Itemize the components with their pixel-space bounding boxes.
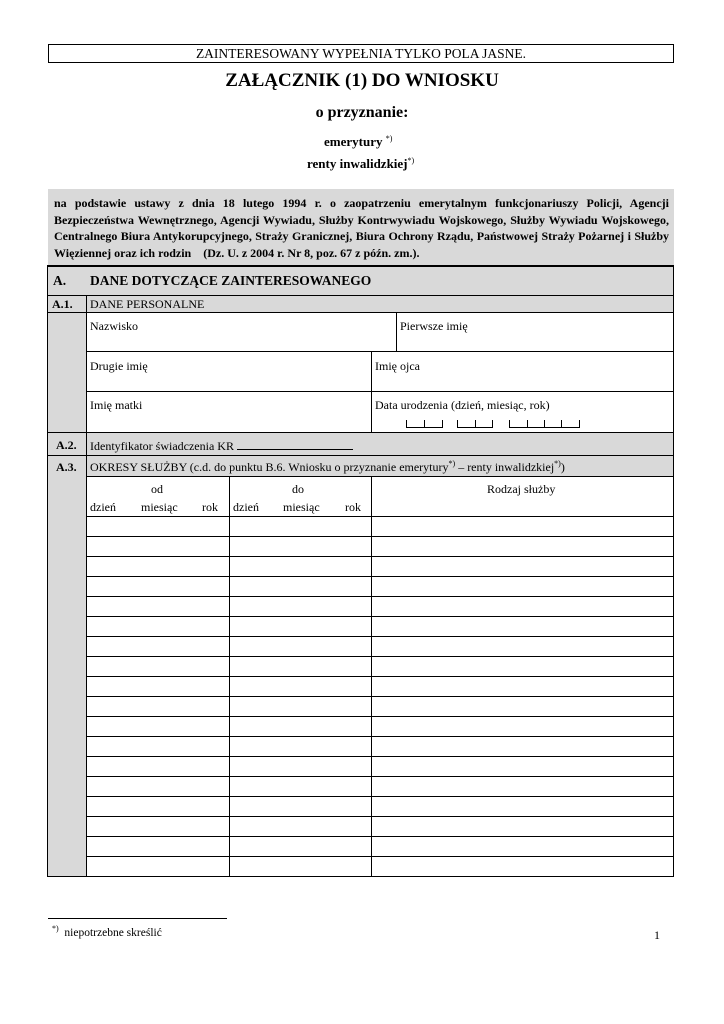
fill-instruction-notice: ZAINTERESOWANY WYPEŁNIA TYLKO POLA JASNE. xyxy=(48,44,674,63)
table-row[interactable] xyxy=(87,617,673,636)
birth-day-boxes[interactable] xyxy=(406,420,443,428)
table-row[interactable] xyxy=(87,577,673,596)
table-row[interactable] xyxy=(87,717,673,736)
page-number: 1 xyxy=(654,928,660,942)
benefit-identifier-label: Identyfikator świadczenia KR xyxy=(90,438,353,453)
table-row[interactable] xyxy=(87,597,673,616)
divider xyxy=(47,295,674,296)
page-subtitle: o przyznanie: xyxy=(315,104,409,121)
option-disability-pension[interactable]: renty inwalidzkiej*) xyxy=(307,156,415,171)
table-row[interactable] xyxy=(87,657,673,676)
section-a-title: DANE DOTYCZĄCE ZAINTERESOWANEGO xyxy=(90,273,372,288)
legal-basis-block: na podstawie ustawy z dnia 18 lutego 1994 r. o zaopatrzeniu emerytalnym funkcjonariuszy Policji, Agencji Bezpieczeństwa Wewnętrznego, Agencji Wywiadu, Służby Kontrwywiadu Wojskowego, Służby Wywiadu Wojskowego, Centralnego Biura Antykorupcyjnego, Straży Granicznej, Biura Ochrony Rządu, Państwowej Straży Pożarnej i Służby Więziennej oraz ich rodzin (Dz. U. z 2004 r. Nr 8, poz. 67 z późn. zm.). xyxy=(48,189,674,265)
table-row[interactable] xyxy=(87,757,673,776)
benefit-identifier-input[interactable] xyxy=(237,438,353,450)
father-name-label: Imię ojca xyxy=(375,359,420,373)
footnote: *) niepotrzebne skreślić xyxy=(52,924,162,939)
table-row[interactable] xyxy=(87,837,673,856)
first-name-label: Pierwsze imię xyxy=(400,319,468,333)
table-row[interactable] xyxy=(87,517,673,536)
table-row[interactable] xyxy=(87,697,673,716)
from-month-header: miesiąc xyxy=(141,500,178,514)
birth-year-boxes[interactable] xyxy=(509,420,580,428)
table-row[interactable] xyxy=(87,777,673,796)
table-row[interactable] xyxy=(87,637,673,656)
footnote-separator xyxy=(48,918,227,919)
option-pension[interactable]: emerytury *) xyxy=(324,134,393,149)
divider xyxy=(86,476,674,477)
surname-field[interactable] xyxy=(87,313,396,351)
divider xyxy=(47,432,674,433)
father-name-field[interactable] xyxy=(372,352,673,391)
table-row[interactable] xyxy=(87,557,673,576)
mother-name-label: Imię matki xyxy=(90,398,143,412)
section-a1-title: DANE PERSONALNE xyxy=(90,297,205,311)
section-a-code: A. xyxy=(53,273,67,288)
table-row[interactable] xyxy=(87,817,673,836)
from-year-header: rok xyxy=(202,500,218,514)
first-name-field[interactable] xyxy=(397,313,673,351)
table-row[interactable] xyxy=(87,737,673,756)
form-border-right xyxy=(673,265,674,877)
column-from: od xyxy=(151,482,163,496)
to-day-header: dzień xyxy=(233,500,259,514)
section-a1-code: A.1. xyxy=(52,297,73,311)
to-year-header: rok xyxy=(345,500,361,514)
section-a2-code: A.2. xyxy=(56,438,77,452)
table-row[interactable] xyxy=(87,537,673,556)
birth-month-boxes[interactable] xyxy=(457,420,493,428)
birth-date-label: Data urodzenia (dzień, miesiąc, rok) xyxy=(375,398,550,412)
section-a1-left-bg xyxy=(48,312,86,433)
section-a3-left-bg xyxy=(48,476,86,876)
form-border-left xyxy=(47,265,48,877)
table-row[interactable] xyxy=(87,677,673,696)
form-border-top xyxy=(47,265,674,267)
page-title: ZAŁĄCZNIK (1) DO WNIOSKU xyxy=(225,70,499,91)
section-a3-code: A.3. xyxy=(56,460,77,474)
form-border-bottom xyxy=(47,876,674,877)
from-day-header: dzień xyxy=(90,500,116,514)
column-to: do xyxy=(292,482,304,496)
table-row-line xyxy=(86,856,674,857)
surname-label: Nazwisko xyxy=(90,319,138,333)
divider xyxy=(47,455,674,456)
mother-name-field[interactable] xyxy=(87,392,371,432)
column-service-type: Rodzaj służby xyxy=(487,482,556,496)
second-name-label: Drugie imię xyxy=(90,359,148,373)
service-periods-title: OKRESY SŁUŻBY (c.d. do punktu B.6. Wniosku o przyznanie emerytury*) – renty inwalidzkiej*)) xyxy=(90,459,565,474)
second-name-field[interactable] xyxy=(87,352,371,391)
to-month-header: miesiąc xyxy=(283,500,320,514)
table-row[interactable] xyxy=(87,797,673,816)
